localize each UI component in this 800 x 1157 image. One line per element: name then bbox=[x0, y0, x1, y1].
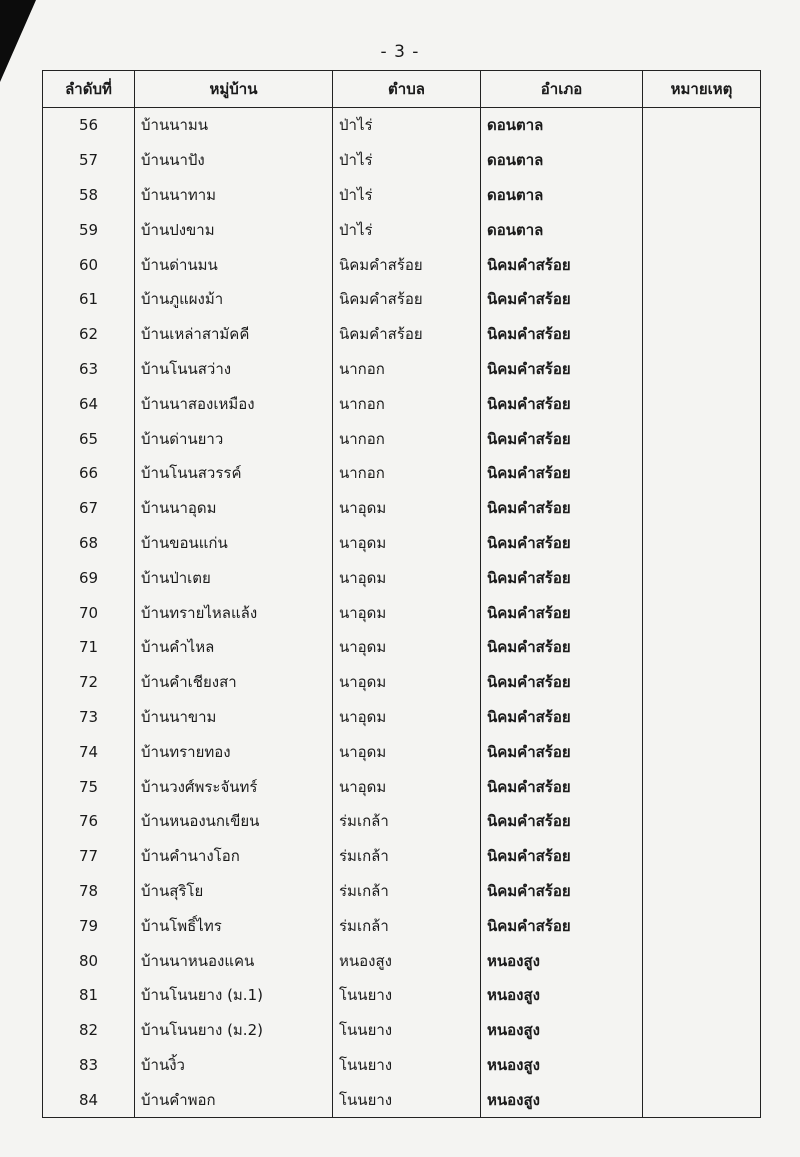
cell-village: บ้านนาทาม bbox=[135, 178, 333, 213]
cell-amphoe: นิคมคำสร้อย bbox=[481, 874, 643, 909]
cell-amphoe: นิคมคำสร้อย bbox=[481, 317, 643, 352]
table-row bbox=[43, 491, 761, 526]
cell-village: บ้านโพธิ์ไทร bbox=[135, 908, 333, 943]
cell-tambon: นาอุดม bbox=[333, 595, 481, 630]
cell-village: บ้านงิ้ว bbox=[135, 1048, 333, 1083]
cell-order: 73 bbox=[43, 700, 135, 735]
cell-order: 80 bbox=[43, 943, 135, 978]
cell-tambon: หนองสูง bbox=[333, 943, 481, 978]
cell-amphoe: นิคมคำสร้อย bbox=[481, 804, 643, 839]
table-row bbox=[43, 143, 761, 178]
cell-amphoe: ดอนตาล bbox=[481, 212, 643, 247]
cell-tambon: โนนยาง bbox=[333, 1013, 481, 1048]
cell-note bbox=[643, 700, 761, 735]
cell-tambon: นาอุดม bbox=[333, 630, 481, 665]
cell-village: บ้านนาขาม bbox=[135, 700, 333, 735]
cell-order: 58 bbox=[43, 178, 135, 213]
cell-note bbox=[643, 143, 761, 178]
table-row bbox=[43, 1013, 761, 1048]
cell-note bbox=[643, 386, 761, 421]
cell-note bbox=[643, 421, 761, 456]
cell-amphoe: นิคมคำสร้อย bbox=[481, 839, 643, 874]
cell-tambon: นากอก bbox=[333, 421, 481, 456]
cell-order: 66 bbox=[43, 456, 135, 491]
cell-amphoe: หนองสูง bbox=[481, 943, 643, 978]
cell-note bbox=[643, 978, 761, 1013]
table-row bbox=[43, 560, 761, 595]
cell-amphoe: นิคมคำสร้อย bbox=[481, 630, 643, 665]
header-note: หมายเหตุ bbox=[643, 71, 761, 108]
table-row bbox=[43, 108, 761, 143]
cell-note bbox=[643, 247, 761, 282]
cell-tambon: ป่าไร่ bbox=[333, 212, 481, 247]
table-row bbox=[43, 212, 761, 247]
cell-note bbox=[643, 595, 761, 630]
cell-note bbox=[643, 943, 761, 978]
cell-note bbox=[643, 630, 761, 665]
cell-tambon: นาอุดม bbox=[333, 665, 481, 700]
cell-amphoe: ดอนตาล bbox=[481, 108, 643, 143]
cell-village: บ้านด่านยาว bbox=[135, 421, 333, 456]
cell-village: บ้านด่านมน bbox=[135, 247, 333, 282]
cell-note bbox=[643, 108, 761, 143]
table-row bbox=[43, 317, 761, 352]
cell-tambon: นาอุดม bbox=[333, 491, 481, 526]
cell-order: 71 bbox=[43, 630, 135, 665]
cell-tambon: นาอุดม bbox=[333, 560, 481, 595]
cell-order: 83 bbox=[43, 1048, 135, 1083]
cell-order: 81 bbox=[43, 978, 135, 1013]
cell-order: 63 bbox=[43, 352, 135, 387]
cell-order: 74 bbox=[43, 734, 135, 769]
cell-tambon: นิคมคำสร้อย bbox=[333, 317, 481, 352]
cell-amphoe: นิคมคำสร้อย bbox=[481, 560, 643, 595]
table-row bbox=[43, 595, 761, 630]
cell-amphoe: นิคมคำสร้อย bbox=[481, 456, 643, 491]
table-row bbox=[43, 526, 761, 561]
cell-village: บ้านทรายไหลแล้ง bbox=[135, 595, 333, 630]
cell-amphoe: นิคมคำสร้อย bbox=[481, 908, 643, 943]
cell-village: บ้านนาปัง bbox=[135, 143, 333, 178]
scan-corner-shadow bbox=[0, 0, 36, 82]
table-row bbox=[43, 839, 761, 874]
cell-order: 82 bbox=[43, 1013, 135, 1048]
cell-village: บ้านคำเชียงสา bbox=[135, 665, 333, 700]
cell-village: บ้านขอนแก่น bbox=[135, 526, 333, 561]
cell-order: 72 bbox=[43, 665, 135, 700]
cell-note bbox=[643, 178, 761, 213]
table-row bbox=[43, 874, 761, 909]
cell-amphoe: นิคมคำสร้อย bbox=[481, 526, 643, 561]
cell-note bbox=[643, 908, 761, 943]
cell-tambon: นาอุดม bbox=[333, 700, 481, 735]
cell-amphoe: นิคมคำสร้อย bbox=[481, 595, 643, 630]
table-row bbox=[43, 734, 761, 769]
cell-amphoe: นิคมคำสร้อย bbox=[481, 247, 643, 282]
table-row bbox=[43, 978, 761, 1013]
table-row bbox=[43, 456, 761, 491]
cell-tambon: ร่มเกล้า bbox=[333, 908, 481, 943]
cell-order: 62 bbox=[43, 317, 135, 352]
cell-village: บ้านเหล่าสามัคคี bbox=[135, 317, 333, 352]
table-row bbox=[43, 352, 761, 387]
cell-amphoe: หนองสูง bbox=[481, 1013, 643, 1048]
page-number: - 3 - bbox=[380, 42, 420, 62]
cell-note bbox=[643, 526, 761, 561]
cell-tambon: ป่าไร่ bbox=[333, 143, 481, 178]
cell-amphoe: นิคมคำสร้อย bbox=[481, 386, 643, 421]
village-table bbox=[42, 70, 761, 1118]
cell-village: บ้านนาสองเหมือง bbox=[135, 386, 333, 421]
cell-note bbox=[643, 874, 761, 909]
cell-order: 64 bbox=[43, 386, 135, 421]
table-row bbox=[43, 630, 761, 665]
header-order: ลำดับที่ bbox=[43, 71, 135, 108]
cell-tambon: นาอุดม bbox=[333, 734, 481, 769]
cell-order: 79 bbox=[43, 908, 135, 943]
cell-tambon: ร่มเกล้า bbox=[333, 839, 481, 874]
cell-order: 60 bbox=[43, 247, 135, 282]
cell-village: บ้านวงศ์พระจันทร์ bbox=[135, 769, 333, 804]
cell-tambon: โนนยาง bbox=[333, 978, 481, 1013]
cell-tambon: ร่มเกล้า bbox=[333, 874, 481, 909]
cell-note bbox=[643, 1048, 761, 1083]
cell-order: 68 bbox=[43, 526, 135, 561]
cell-order: 70 bbox=[43, 595, 135, 630]
cell-tambon: นิคมคำสร้อย bbox=[333, 247, 481, 282]
cell-village: บ้านนามน bbox=[135, 108, 333, 143]
cell-order: 77 bbox=[43, 839, 135, 874]
cell-order: 59 bbox=[43, 212, 135, 247]
cell-order: 67 bbox=[43, 491, 135, 526]
table-row bbox=[43, 282, 761, 317]
cell-note bbox=[643, 491, 761, 526]
cell-village: บ้านภูแผงม้า bbox=[135, 282, 333, 317]
cell-tambon: นากอก bbox=[333, 386, 481, 421]
cell-note bbox=[643, 352, 761, 387]
cell-amphoe: นิคมคำสร้อย bbox=[481, 665, 643, 700]
table-row bbox=[43, 769, 761, 804]
cell-tambon: ร่มเกล้า bbox=[333, 804, 481, 839]
table-row bbox=[43, 665, 761, 700]
header-village: หมู่บ้าน bbox=[135, 71, 333, 108]
cell-note bbox=[643, 560, 761, 595]
cell-note bbox=[643, 804, 761, 839]
cell-amphoe: นิคมคำสร้อย bbox=[481, 491, 643, 526]
table-row bbox=[43, 804, 761, 839]
cell-amphoe: นิคมคำสร้อย bbox=[481, 421, 643, 456]
cell-note bbox=[643, 456, 761, 491]
cell-order: 78 bbox=[43, 874, 135, 909]
cell-amphoe: หนองสูง bbox=[481, 1082, 643, 1117]
table-row bbox=[43, 178, 761, 213]
cell-tambon: นาอุดม bbox=[333, 769, 481, 804]
cell-village: บ้านหนองนกเขียน bbox=[135, 804, 333, 839]
cell-tambon: นิคมคำสร้อย bbox=[333, 282, 481, 317]
cell-amphoe: ดอนตาล bbox=[481, 178, 643, 213]
cell-tambon: ป่าไร่ bbox=[333, 178, 481, 213]
cell-amphoe: หนองสูง bbox=[481, 978, 643, 1013]
cell-order: 69 bbox=[43, 560, 135, 595]
cell-tambon: นากอก bbox=[333, 352, 481, 387]
cell-village: บ้านโนนสว่าง bbox=[135, 352, 333, 387]
cell-note bbox=[643, 769, 761, 804]
cell-village: บ้านคำนางโอก bbox=[135, 839, 333, 874]
cell-order: 56 bbox=[43, 108, 135, 143]
cell-amphoe: นิคมคำสร้อย bbox=[481, 700, 643, 735]
table-row bbox=[43, 1048, 761, 1083]
table-body bbox=[43, 108, 761, 1118]
cell-village: บ้านสุริโย bbox=[135, 874, 333, 909]
table-row bbox=[43, 247, 761, 282]
cell-note bbox=[643, 1013, 761, 1048]
cell-village: บ้านทรายทอง bbox=[135, 734, 333, 769]
cell-order: 76 bbox=[43, 804, 135, 839]
cell-amphoe: นิคมคำสร้อย bbox=[481, 352, 643, 387]
cell-tambon: นาอุดม bbox=[333, 526, 481, 561]
cell-order: 57 bbox=[43, 143, 135, 178]
cell-village: บ้านนาอุดม bbox=[135, 491, 333, 526]
table-row bbox=[43, 421, 761, 456]
cell-amphoe: หนองสูง bbox=[481, 1048, 643, 1083]
table-row bbox=[43, 700, 761, 735]
cell-amphoe: ดอนตาล bbox=[481, 143, 643, 178]
cell-note bbox=[643, 839, 761, 874]
cell-tambon: โนนยาง bbox=[333, 1082, 481, 1117]
cell-amphoe: นิคมคำสร้อย bbox=[481, 282, 643, 317]
cell-order: 75 bbox=[43, 769, 135, 804]
cell-order: 61 bbox=[43, 282, 135, 317]
cell-note bbox=[643, 1082, 761, 1117]
cell-amphoe: นิคมคำสร้อย bbox=[481, 769, 643, 804]
cell-amphoe: นิคมคำสร้อย bbox=[481, 734, 643, 769]
cell-village: บ้านโนนยาง (ม.1) bbox=[135, 978, 333, 1013]
table-row bbox=[43, 1082, 761, 1117]
cell-tambon: ป่าไร่ bbox=[333, 108, 481, 143]
cell-village: บ้านโนนยาง (ม.2) bbox=[135, 1013, 333, 1048]
header-tambon: ตำบล bbox=[333, 71, 481, 108]
header-amphoe: อำเภอ bbox=[481, 71, 643, 108]
cell-village: บ้านนาหนองแคน bbox=[135, 943, 333, 978]
table-header-row bbox=[43, 71, 761, 108]
table-row bbox=[43, 386, 761, 421]
cell-village: บ้านโนนสวรรค์ bbox=[135, 456, 333, 491]
cell-note bbox=[643, 734, 761, 769]
cell-village: บ้านป่าเตย bbox=[135, 560, 333, 595]
cell-note bbox=[643, 212, 761, 247]
cell-order: 84 bbox=[43, 1082, 135, 1117]
cell-tambon: นากอก bbox=[333, 456, 481, 491]
table-row bbox=[43, 908, 761, 943]
cell-note bbox=[643, 317, 761, 352]
cell-note bbox=[643, 665, 761, 700]
cell-village: บ้านปงขาม bbox=[135, 212, 333, 247]
cell-note bbox=[643, 282, 761, 317]
table-row bbox=[43, 943, 761, 978]
cell-tambon: โนนยาง bbox=[333, 1048, 481, 1083]
cell-village: บ้านคำพอก bbox=[135, 1082, 333, 1117]
cell-order: 65 bbox=[43, 421, 135, 456]
cell-village: บ้านคำไหล bbox=[135, 630, 333, 665]
